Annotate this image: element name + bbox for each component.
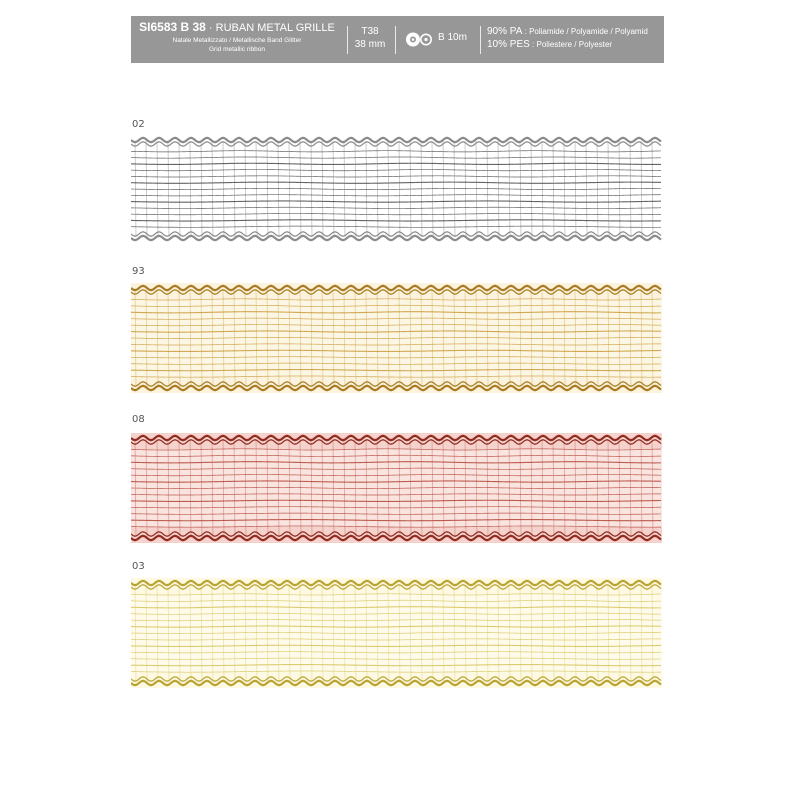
- composition-1-percent: 90% PA: [487, 26, 523, 37]
- ribbon-swatch-gold: [131, 283, 662, 393]
- product-subtitle-2: Grid metallic ribbon: [209, 46, 265, 53]
- composition-1-text: : Poliamide / Polyamide / Polyamid: [524, 27, 648, 36]
- width-code: T38: [361, 26, 379, 37]
- ribbon-swatch-silver: [131, 135, 662, 243]
- ribbon-swatch-red: [131, 433, 662, 543]
- composition-line-1: [487, 26, 648, 37]
- swatch-code-93: 93: [132, 266, 145, 277]
- product-name: · RUBAN METAL GRILLE: [208, 22, 335, 34]
- composition-line-2: [487, 39, 612, 50]
- ribbon-swatch-light-gold: [131, 578, 662, 688]
- product-title: [131, 20, 343, 34]
- swatch-code-02: 02: [132, 119, 145, 130]
- header-divider: [480, 26, 481, 54]
- ribbon-width: [353, 25, 387, 51]
- composition-2-percent: 10% PES: [487, 39, 530, 50]
- product-code: SI6583 B 38: [139, 20, 206, 34]
- header-divider: [347, 26, 348, 54]
- swatch-code-03: 03: [132, 561, 145, 572]
- width-mm: 38 mm: [354, 39, 386, 50]
- composition-2-text: : Poliestere / Polyester: [532, 40, 613, 49]
- product-header: [131, 16, 664, 63]
- product-subtitle-1: Natale Metallizzato / Metallische Band Glitter: [172, 37, 302, 44]
- spool-length: B 10m: [438, 32, 467, 43]
- header-divider: [395, 26, 396, 54]
- swatch-code-08: 08: [132, 414, 145, 425]
- ribbon-spool-icon: [405, 31, 435, 48]
